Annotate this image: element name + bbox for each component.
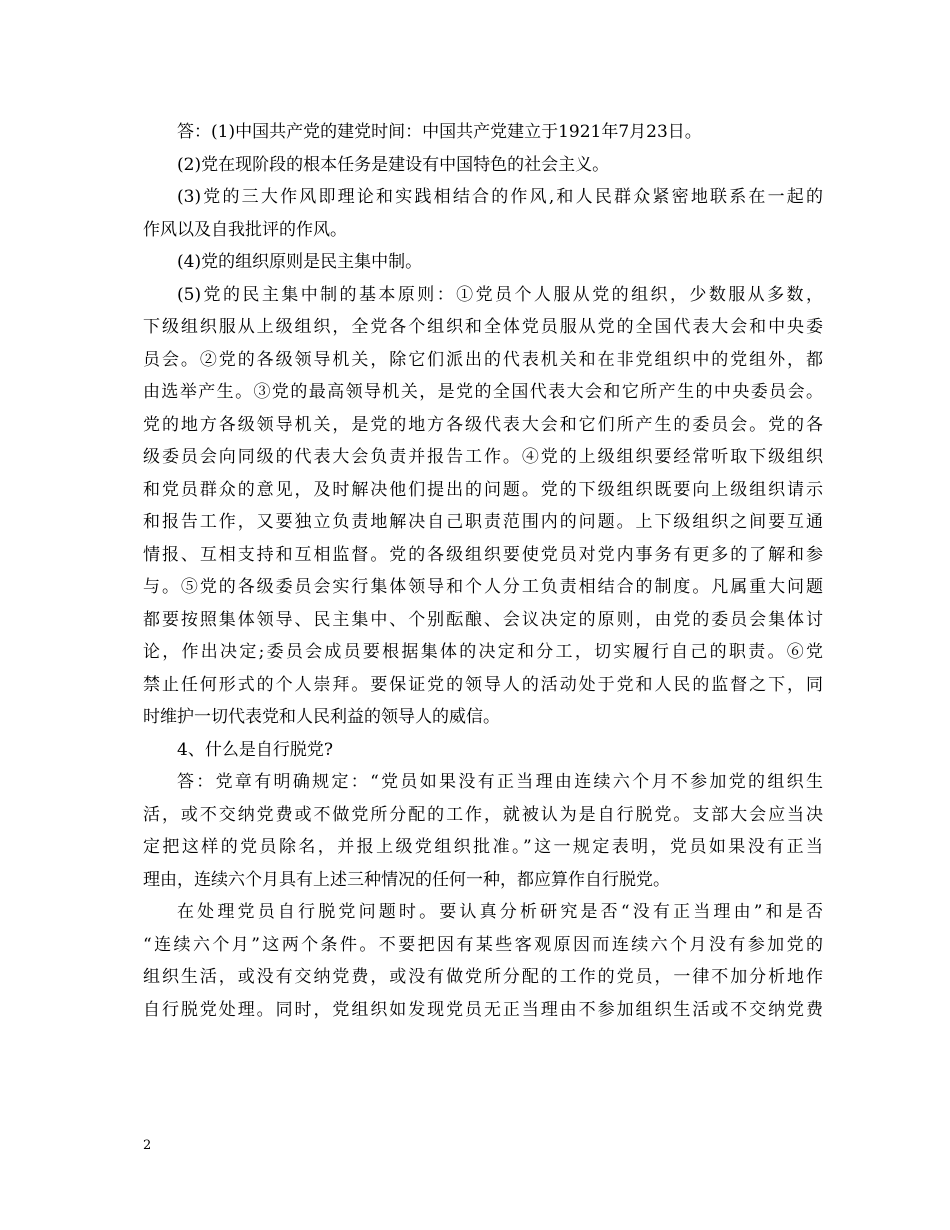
text-line: 下级组织服从上级组织，全党各个组织和全体党员服从党的全国代表大会和中央委 (143, 317, 823, 337)
text-line: (5)党的民主集中制的基本原则：①党员个人服从党的组织，少数服从多数， (177, 284, 823, 305)
text-line: 都要按照集体领导、民主集中、个别酝酿、会议决定的原则，由党的委员会集体讨 (143, 609, 823, 630)
text-line: 活，或不交纳党费或不做党所分配的工作，就被认为是自行脱党。支部大会应当决 (143, 804, 823, 825)
text-line: 理由，连续六个月具有上述三种情况的任何一种，都应算作自行脱党。 (143, 869, 670, 890)
text-line: (4)党的组织原则是民主集中制。 (177, 252, 423, 272)
text-line: 员会。②党的各级领导机关，除它们派出的代表机关和在非党组织中的党组外，都 (143, 349, 823, 370)
text-line: 答：(1)中国共产党的建党时间：中国共产党建立于1921年7月23日。 (177, 122, 702, 142)
text-line: 4、什么是自行脱党? (177, 739, 333, 760)
text-line: 与。⑤党的各级委员会实行集体领导和个人分工负责相结合的制度。凡属重大问题 (143, 577, 823, 597)
text-line: 和党员群众的意见，及时解决他们提出的问题。党的下级组织既要向上级组织请示 (143, 479, 823, 500)
text-line: 论，作出决定;委员会成员要根据集体的决定和分工，切实履行自己的职责。⑥党 (143, 642, 823, 662)
text-line: 党的地方各级领导机关，是党的地方各级代表大会和它们所产生的委员会。党的各 (143, 414, 823, 435)
text-line: 组织生活，或没有交纳党费，或没有做党所分配的工作的党员，一律不加分析地作 (143, 967, 823, 987)
text-line: “连续六个月”这两个条件。不要把因有某些客观原因而连续六个月没有参加党的 (143, 934, 823, 955)
text-line: 禁止任何形式的个人崇拜。要保证党的领导人的活动处于党和人民的监督之下，同 (143, 674, 823, 695)
text-line: (2)党在现阶段的根本任务是建设有中国特色的社会主义。 (177, 154, 610, 175)
text-line: 级委员会向同级的代表大会负责并报告工作。④党的上级组织要经常听取下级组织 (143, 447, 823, 467)
text-line: (3)党的三大作风即理论和实践相结合的作风,和人民群众紧密地联系在一起的 (177, 187, 823, 207)
page-number: 2 (143, 1138, 152, 1153)
text-line: 定把这样的党员除名，并报上级党组织批准。”这一规定表明，党员如果没有正当 (143, 837, 823, 857)
text-line: 由选举产生。③党的最高领导机关，是党的全国代表大会和它所产生的中央委员会。 (143, 382, 823, 402)
text-line: 在处理党员自行脱党问题时。要认真分析研究是否“没有正当理由”和是否 (177, 902, 823, 922)
document-body (143, 116, 823, 1026)
text-line: 情报、互相支持和互相监督。党的各级组织要使党员对党内事务有更多的了解和参 (143, 544, 823, 565)
text-line: 和报告工作，又要独立负责地解决自己职责范围内的问题。上下级组织之间要互通 (143, 512, 823, 532)
text-line: 作风以及自我批评的作风。 (143, 219, 347, 240)
text-line: 自行脱党处理。同时，党组织如发现党员无正当理由不参加组织生活或不交纳党费 (143, 999, 823, 1020)
text-line: 时维护一切代表党和人民利益的领导人的威信。 (143, 707, 500, 727)
text-line: 答：党章有明确规定：“党员如果没有正当理由连续六个月不参加党的组织生 (177, 772, 823, 792)
